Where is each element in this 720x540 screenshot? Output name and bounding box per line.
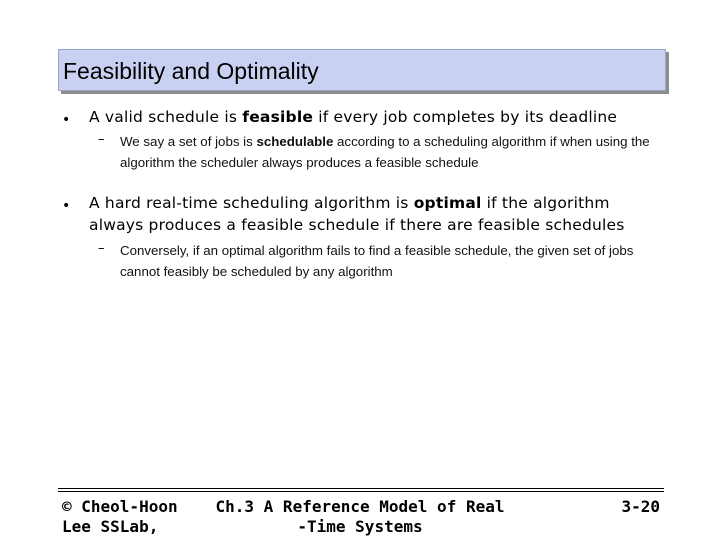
bullet-2-text: A hard real-time scheduling algorithm is optimal if the algorithm always produces a feasible schedule if there are feasible schedules xyxy=(89,194,625,234)
sub-bullet-1-text: We say a set of jobs is schedulable according to a scheduling algorithm if when using the algorithm the scheduler always produces a feasible schedule xyxy=(120,134,650,170)
bullet-marker: • xyxy=(62,112,71,128)
emphasis-optimal: optimal xyxy=(413,194,482,212)
slide-title: Feasibility and Optimality xyxy=(63,58,319,84)
emphasis-feasible: feasible xyxy=(242,108,314,126)
footer-rule-bottom xyxy=(58,491,664,492)
footer-copyright: © Cheol-Hoon Lee SSLab, xyxy=(62,497,178,536)
slide-title-box xyxy=(58,49,666,91)
footer-rule-top xyxy=(58,488,664,489)
bullet-1-text: A valid schedule is feasible if every job completes by its deadline xyxy=(89,108,618,126)
footer-page-number: 3-20 xyxy=(621,497,660,516)
sub-bullet-marker: – xyxy=(98,241,105,256)
bullet-marker: • xyxy=(62,198,71,214)
emphasis-schedulable: schedulable xyxy=(256,134,334,149)
sub-bullet-marker: – xyxy=(98,132,105,147)
footer-chapter: Ch.3 A Reference Model of Real -Time Systems xyxy=(215,497,505,536)
sub-bullet-2-text: Conversely, if an optimal algorithm fails to find a feasible schedule, the given set of jobs cannot feasibly be scheduled by any algorithm xyxy=(120,243,634,279)
